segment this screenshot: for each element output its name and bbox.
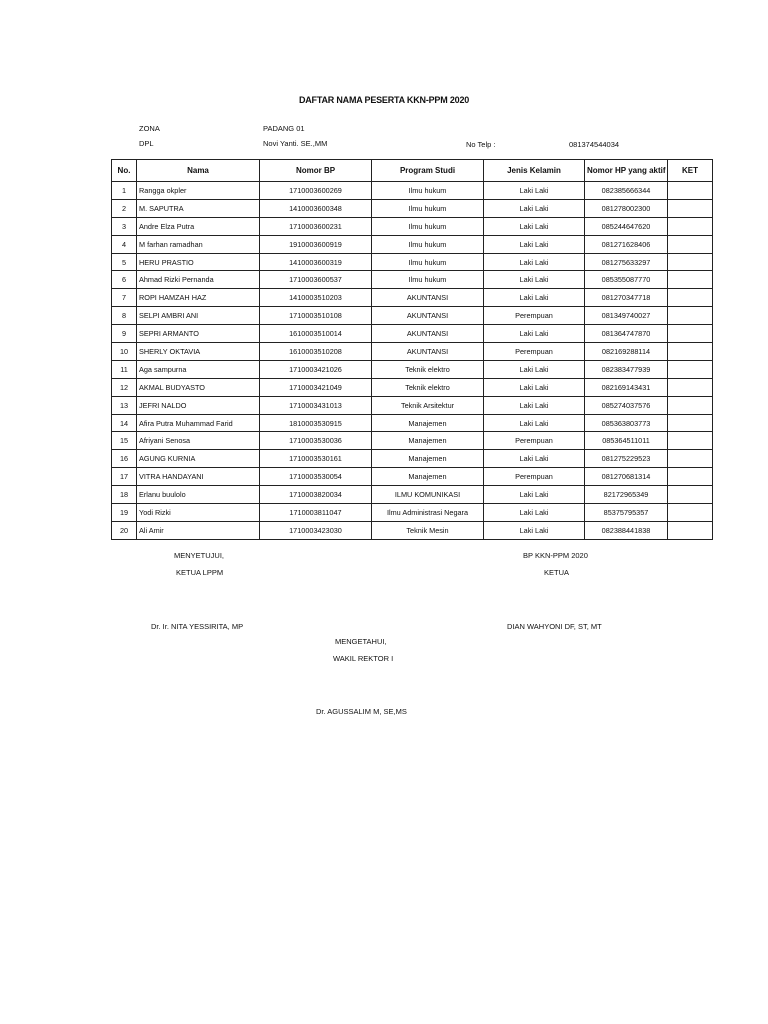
cell-ket bbox=[668, 235, 713, 253]
cell-program-studi: Ilmu hukum bbox=[372, 217, 484, 235]
cell-nomor-hp: 82172965349 bbox=[585, 486, 668, 504]
cell-nomor-hp: 081275229523 bbox=[585, 450, 668, 468]
table-row bbox=[112, 360, 713, 378]
table-body bbox=[112, 182, 713, 540]
cell-nama: SELPI AMBRI ANI bbox=[137, 307, 260, 325]
header-no: No. bbox=[112, 160, 137, 182]
cell-no: 9 bbox=[112, 325, 137, 343]
approve-label: MENYETUJUI, bbox=[174, 551, 225, 560]
cell-nomor-hp: 081275633297 bbox=[585, 253, 668, 271]
cell-no: 1 bbox=[112, 182, 137, 200]
header-jenis-kelamin: Jenis Kelamin bbox=[484, 160, 585, 182]
table-row bbox=[112, 486, 713, 504]
cell-program-studi: Ilmu hukum bbox=[372, 253, 484, 271]
cell-nomor-bp: 1410003600319 bbox=[260, 253, 372, 271]
cell-nomor-hp: 081349740027 bbox=[585, 307, 668, 325]
cell-no: 7 bbox=[112, 289, 137, 307]
cell-nama: AKMAL BUDYASTO bbox=[137, 378, 260, 396]
cell-no: 6 bbox=[112, 271, 137, 289]
committee-role: KETUA bbox=[544, 568, 570, 577]
header-nomor-hp: Nomor HP yang aktif bbox=[585, 160, 668, 182]
telp-label: No Telp : bbox=[466, 140, 496, 149]
cell-nama: Erlanu buulolo bbox=[137, 486, 260, 504]
cell-program-studi: Ilmu hukum bbox=[372, 235, 484, 253]
cell-nomor-bp: 1710003600231 bbox=[260, 217, 372, 235]
cell-nomor-bp: 1410003510203 bbox=[260, 289, 372, 307]
cell-nama: Aga sampurna bbox=[137, 360, 260, 378]
header-program-studi: Program Studi bbox=[372, 160, 484, 182]
cell-nama: Yodi Rizki bbox=[137, 504, 260, 522]
table-row bbox=[112, 343, 713, 361]
table-row bbox=[112, 289, 713, 307]
cell-nomor-bp: 1610003510208 bbox=[260, 343, 372, 361]
cell-no: 10 bbox=[112, 343, 137, 361]
cell-nomor-hp: 085244647620 bbox=[585, 217, 668, 235]
table-row bbox=[112, 182, 713, 200]
table-header-row bbox=[112, 160, 713, 182]
cell-nomor-bp: 1710003431013 bbox=[260, 396, 372, 414]
cell-jenis-kelamin: Laki Laki bbox=[484, 253, 585, 271]
table-row bbox=[112, 253, 713, 271]
cell-no: 8 bbox=[112, 307, 137, 325]
cell-nomor-hp: 085274037576 bbox=[585, 396, 668, 414]
cell-nama: JEFRI NALDO bbox=[137, 396, 260, 414]
right-signatory-name: DIAN WAHYONI DF, ST, MT bbox=[507, 622, 602, 631]
cell-program-studi: Ilmu hukum bbox=[372, 199, 484, 217]
cell-no: 4 bbox=[112, 235, 137, 253]
cell-nama: SHERLY OKTAVIA bbox=[137, 343, 260, 361]
cell-program-studi: Ilmu Administrasi Negara bbox=[372, 504, 484, 522]
cell-program-studi: Manajemen bbox=[372, 468, 484, 486]
cell-program-studi: Manajemen bbox=[372, 414, 484, 432]
table-row bbox=[112, 307, 713, 325]
cell-program-studi: Manajemen bbox=[372, 450, 484, 468]
cell-nomor-hp: 081364747870 bbox=[585, 325, 668, 343]
acknowledge-role: WAKIL REKTOR I bbox=[333, 654, 394, 663]
cell-ket bbox=[668, 450, 713, 468]
cell-program-studi: Ilmu hukum bbox=[372, 182, 484, 200]
cell-program-studi: AKUNTANSI bbox=[372, 325, 484, 343]
cell-jenis-kelamin: Laki Laki bbox=[484, 450, 585, 468]
cell-no: 5 bbox=[112, 253, 137, 271]
cell-ket bbox=[668, 378, 713, 396]
cell-program-studi: AKUNTANSI bbox=[372, 343, 484, 361]
cell-jenis-kelamin: Perempuan bbox=[484, 432, 585, 450]
cell-program-studi: AKUNTANSI bbox=[372, 307, 484, 325]
cell-program-studi: AKUNTANSI bbox=[372, 289, 484, 307]
cell-jenis-kelamin: Laki Laki bbox=[484, 521, 585, 539]
cell-no: 2 bbox=[112, 199, 137, 217]
cell-ket bbox=[668, 360, 713, 378]
cell-ket bbox=[668, 468, 713, 486]
cell-nama: Ahmad Rizki Pernanda bbox=[137, 271, 260, 289]
cell-nama: AGUNG KURNIA bbox=[137, 450, 260, 468]
table-row bbox=[112, 396, 713, 414]
cell-ket bbox=[668, 217, 713, 235]
header-ket: KET bbox=[668, 160, 713, 182]
cell-nomor-bp: 1810003530915 bbox=[260, 414, 372, 432]
cell-nomor-hp: 082169143431 bbox=[585, 378, 668, 396]
cell-program-studi: Manajemen bbox=[372, 432, 484, 450]
cell-nomor-hp: 082169288114 bbox=[585, 343, 668, 361]
header-nomor-bp: Nomor BP bbox=[260, 160, 372, 182]
cell-nomor-bp: 1710003530036 bbox=[260, 432, 372, 450]
cell-nomor-bp: 1710003510108 bbox=[260, 307, 372, 325]
cell-program-studi: Teknik elektro bbox=[372, 378, 484, 396]
cell-nama: Afriyani Senosa bbox=[137, 432, 260, 450]
cell-ket bbox=[668, 504, 713, 522]
center-signatory-name: Dr. AGUSSALIM M, SE,MS bbox=[316, 707, 407, 716]
cell-ket bbox=[668, 486, 713, 504]
cell-no: 16 bbox=[112, 450, 137, 468]
cell-jenis-kelamin: Laki Laki bbox=[484, 360, 585, 378]
cell-ket bbox=[668, 199, 713, 217]
table-row bbox=[112, 521, 713, 539]
cell-nomor-hp: 082385666344 bbox=[585, 182, 668, 200]
cell-ket bbox=[668, 253, 713, 271]
cell-nomor-hp: 081270681314 bbox=[585, 468, 668, 486]
cell-nomor-bp: 1710003530054 bbox=[260, 468, 372, 486]
cell-jenis-kelamin: Laki Laki bbox=[484, 271, 585, 289]
cell-no: 18 bbox=[112, 486, 137, 504]
cell-nomor-bp: 1710003820034 bbox=[260, 486, 372, 504]
dpl-value: Novi Yanti. SE.,MM bbox=[263, 139, 328, 148]
cell-nomor-hp: 085363803773 bbox=[585, 414, 668, 432]
table-row bbox=[112, 432, 713, 450]
zona-value: PADANG 01 bbox=[263, 124, 305, 133]
cell-ket bbox=[668, 343, 713, 361]
cell-jenis-kelamin: Laki Laki bbox=[484, 504, 585, 522]
cell-ket bbox=[668, 432, 713, 450]
cell-jenis-kelamin: Laki Laki bbox=[484, 378, 585, 396]
cell-nama: Rangga okpler bbox=[137, 182, 260, 200]
table-row bbox=[112, 235, 713, 253]
table-row bbox=[112, 378, 713, 396]
dpl-label: DPL bbox=[139, 139, 154, 148]
cell-nomor-bp: 1710003530161 bbox=[260, 450, 372, 468]
cell-jenis-kelamin: Laki Laki bbox=[484, 217, 585, 235]
cell-nomor-bp: 1710003423030 bbox=[260, 521, 372, 539]
table-row bbox=[112, 271, 713, 289]
cell-program-studi: ILMU KOMUNIKASI bbox=[372, 486, 484, 504]
table-row bbox=[112, 504, 713, 522]
cell-ket bbox=[668, 396, 713, 414]
zona-label: ZONA bbox=[139, 124, 160, 133]
cell-nomor-hp: 085364511011 bbox=[585, 432, 668, 450]
cell-nomor-bp: 1410003600348 bbox=[260, 199, 372, 217]
cell-nomor-hp: 85375795357 bbox=[585, 504, 668, 522]
cell-jenis-kelamin: Laki Laki bbox=[484, 199, 585, 217]
cell-ket bbox=[668, 521, 713, 539]
cell-program-studi: Teknik Arsitektur bbox=[372, 396, 484, 414]
table-row bbox=[112, 217, 713, 235]
cell-nomor-hp: 081270347718 bbox=[585, 289, 668, 307]
cell-jenis-kelamin: Perempuan bbox=[484, 307, 585, 325]
cell-program-studi: Teknik Mesin bbox=[372, 521, 484, 539]
cell-ket bbox=[668, 289, 713, 307]
participants-table bbox=[111, 159, 713, 540]
cell-jenis-kelamin: Perempuan bbox=[484, 468, 585, 486]
cell-no: 19 bbox=[112, 504, 137, 522]
cell-jenis-kelamin: Laki Laki bbox=[484, 235, 585, 253]
cell-no: 3 bbox=[112, 217, 137, 235]
cell-no: 13 bbox=[112, 396, 137, 414]
cell-nomor-bp: 1710003421049 bbox=[260, 378, 372, 396]
cell-nomor-hp: 082388441838 bbox=[585, 521, 668, 539]
cell-jenis-kelamin: Laki Laki bbox=[484, 396, 585, 414]
approve-role: KETUA LPPM bbox=[176, 568, 224, 577]
cell-jenis-kelamin: Perempuan bbox=[484, 343, 585, 361]
cell-jenis-kelamin: Laki Laki bbox=[484, 486, 585, 504]
committee-label: BP KKN-PPM 2020 bbox=[523, 551, 588, 560]
cell-no: 12 bbox=[112, 378, 137, 396]
cell-nomor-bp: 1610003510014 bbox=[260, 325, 372, 343]
cell-jenis-kelamin: Laki Laki bbox=[484, 414, 585, 432]
cell-no: 17 bbox=[112, 468, 137, 486]
telp-value: 081374544034 bbox=[569, 140, 620, 149]
left-signatory-name: Dr. Ir. NITA YESSIRITA, MP bbox=[151, 622, 244, 631]
cell-nama: Ali Amir bbox=[137, 521, 260, 539]
cell-nama: SEPRI ARMANTO bbox=[137, 325, 260, 343]
header-nama: Nama bbox=[137, 160, 260, 182]
cell-nomor-bp: 1710003600269 bbox=[260, 182, 372, 200]
cell-nomor-bp: 1910003600919 bbox=[260, 235, 372, 253]
cell-ket bbox=[668, 307, 713, 325]
cell-ket bbox=[668, 182, 713, 200]
table-row bbox=[112, 325, 713, 343]
cell-jenis-kelamin: Laki Laki bbox=[484, 289, 585, 307]
cell-nomor-bp: 1710003600537 bbox=[260, 271, 372, 289]
cell-nama: ROPI HAMZAH HAZ bbox=[137, 289, 260, 307]
cell-nama: HERU PRASTIO bbox=[137, 253, 260, 271]
cell-no: 15 bbox=[112, 432, 137, 450]
table-row bbox=[112, 468, 713, 486]
cell-program-studi: Teknik elektro bbox=[372, 360, 484, 378]
table-row bbox=[112, 199, 713, 217]
table-row bbox=[112, 450, 713, 468]
cell-no: 11 bbox=[112, 360, 137, 378]
cell-nama: Afira Putra Muhammad Farid bbox=[137, 414, 260, 432]
cell-nomor-hp: 085355087770 bbox=[585, 271, 668, 289]
cell-program-studi: Ilmu hukum bbox=[372, 271, 484, 289]
cell-nomor-hp: 082383477939 bbox=[585, 360, 668, 378]
cell-ket bbox=[668, 325, 713, 343]
cell-nama: VITRA HANDAYANI bbox=[137, 468, 260, 486]
cell-nomor-hp: 081278002300 bbox=[585, 199, 668, 217]
table-row bbox=[112, 414, 713, 432]
cell-no: 20 bbox=[112, 521, 137, 539]
cell-jenis-kelamin: Laki Laki bbox=[484, 325, 585, 343]
acknowledge-label: MENGETAHUI, bbox=[335, 637, 387, 646]
cell-nama: M farhan ramadhan bbox=[137, 235, 260, 253]
cell-nomor-hp: 081271628406 bbox=[585, 235, 668, 253]
cell-nomor-bp: 1710003421026 bbox=[260, 360, 372, 378]
cell-ket bbox=[668, 271, 713, 289]
document-title: DAFTAR NAMA PESERTA KKN-PPM 2020 bbox=[298, 95, 470, 105]
cell-ket bbox=[668, 414, 713, 432]
cell-no: 14 bbox=[112, 414, 137, 432]
cell-jenis-kelamin: Laki Laki bbox=[484, 182, 585, 200]
cell-nomor-bp: 1710003811047 bbox=[260, 504, 372, 522]
cell-nama: M. SAPUTRA bbox=[137, 199, 260, 217]
cell-nama: Andre Elza Putra bbox=[137, 217, 260, 235]
